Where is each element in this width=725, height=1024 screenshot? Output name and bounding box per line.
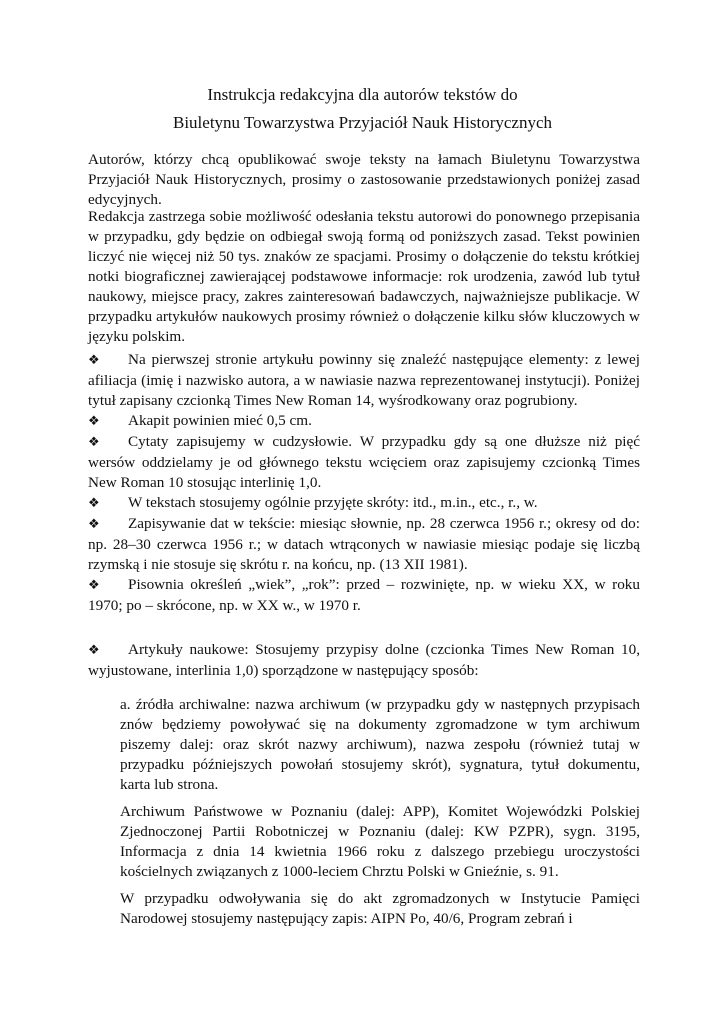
diamond-bullet-icon: ❖ — [88, 414, 100, 429]
archival-sources-paragraph: a. źródła archiwalne: nazwa archiwum (w przypadku gdy w następnych przypisach znów będziemy powoływać się na dokumenty zgromadzone w tym archiwum piszemy dalej: oraz skrót nazwy archiwum), nazwa zespołu (również tutaj w przypadku późniejszych powołań stosujemy skrót), sygnatura, tytuł dokumentu, karta lub strona. — [120, 696, 640, 793]
list-item — [88, 514, 640, 575]
list-item-text: Akapit powinien mieć 0,5 cm. — [128, 412, 312, 429]
diamond-bullet-icon: ❖ — [88, 353, 100, 368]
diamond-bullet-icon: ❖ — [88, 435, 100, 450]
list-item — [88, 493, 640, 514]
document-title-line-1: Instrukcja redakcyjna dla autorów tekstów do — [207, 85, 518, 104]
list-item-text: Cytaty zapisujemy w cudzysłowie. W przypadku gdy są one dłuższe niż pięć wersów oddzielamy je od głównego tekstu wcięciem oraz zapisujemy czcionką Times New Roman 10 stosując interlinię 1,0. — [88, 433, 640, 491]
archival-example-paragraph: Archiwum Państwowe w Poznaniu (dalej: APP), Komitet Wojewódzki Polskiej Zjednoczonej Partii Robotniczej w Poznaniu (dalej: KW PZPR), sygn. 3195, Informacja z dnia 14 kwietnia 1966 roku z dalszego przebiegu uroczystości kościelnych związanych z 1000-leciem Chrztu Polski w Gnieźnie, s. 91. — [120, 803, 640, 880]
list-item — [88, 411, 640, 432]
intro-paragraph: Autorów, którzy chcą opublikować swoje teksty na łamach Biuletynu Towarzystwa Przyjaciół Nauk Historycznych, prosimy o zastosowanie przedstawionych poniżej zasad edycyjnych. — [88, 151, 640, 208]
ipn-paragraph: W przypadku odwoływania się do akt zgromadzonych w Instytucie Pamięci Narodowej stosujemy następujący zapis: AIPN Po, 40/6, Program zebrań i — [120, 890, 640, 927]
diamond-bullet-icon: ❖ — [88, 517, 100, 532]
document-title-line-2: Biuletynu Towarzystwa Przyjaciół Nauk Historycznych — [172, 113, 552, 132]
list-item — [88, 432, 640, 493]
list-item — [88, 350, 640, 411]
list-item-text: Na pierwszej stronie artykułu powinny się znaleźć następujące elementy: z lewej afiliacja (imię i nazwisko autora, a w nawiasie nazwa reprezentowanej instytucji). Poniżej tytuł zapisany czcionką Times New Roman 14, wyśrodkowany oraz pogrubiony. — [88, 351, 640, 409]
diamond-bullet-icon: ❖ — [88, 578, 100, 593]
diamond-bullet-icon: ❖ — [88, 643, 100, 658]
list-item-text: Zapisywanie dat w tekście: miesiąc słownie, np. 28 czerwca 1956 r.; okresy od do: np. 28–30 czerwca 1956 r.; w datach wtrąconych w nawiasie miesiąc podaje się liczbą rzymską i nie stosuje się skrótu r. na końcu, np. (13 XII 1981). — [88, 515, 640, 573]
rules-list — [88, 350, 640, 616]
list-item-text: W tekstach stosujemy ogólnie przyjęte skróty: itd., m.in., etc., r., w. — [128, 494, 538, 511]
list-item — [88, 575, 640, 616]
articles-rule-text: Artykuły naukowe: Stosujemy przypisy dolne (czcionka Times New Roman 10, wyjustowane, interlinia 1,0) sporządzone w następujący sposób: — [88, 641, 640, 679]
editorial-paragraph: Redakcja zastrzega sobie możliwość odesłania tekstu autorowi do ponownego przepisania w przypadku, gdy będzie on odbiegał swoją formą od poniższych zasad. Tekst powinien liczyć nie więcej niż 50 tys. znaków ze spacjami. Prosimy o dołączenie do tekstu krótkiej notki biograficznej zawierającej podstawowe informacje: rok urodzenia, zawód lub tytuł naukowy, miejsce pracy, zakres zainteresowań badawczych, najważniejsze publikacje. W przypadku artykułów naukowych prosimy również o dołączenie kilku słów kluczowych w języku polskim. — [88, 208, 640, 345]
articles-rule — [88, 640, 640, 681]
list-item-text: Pisownia określeń „wiek”, „rok”: przed – rozwinięte, np. w wieku XX, w roku 1970; po – skrócone, np. w XX w., w 1970 r. — [88, 576, 640, 614]
diamond-bullet-icon: ❖ — [88, 496, 100, 511]
